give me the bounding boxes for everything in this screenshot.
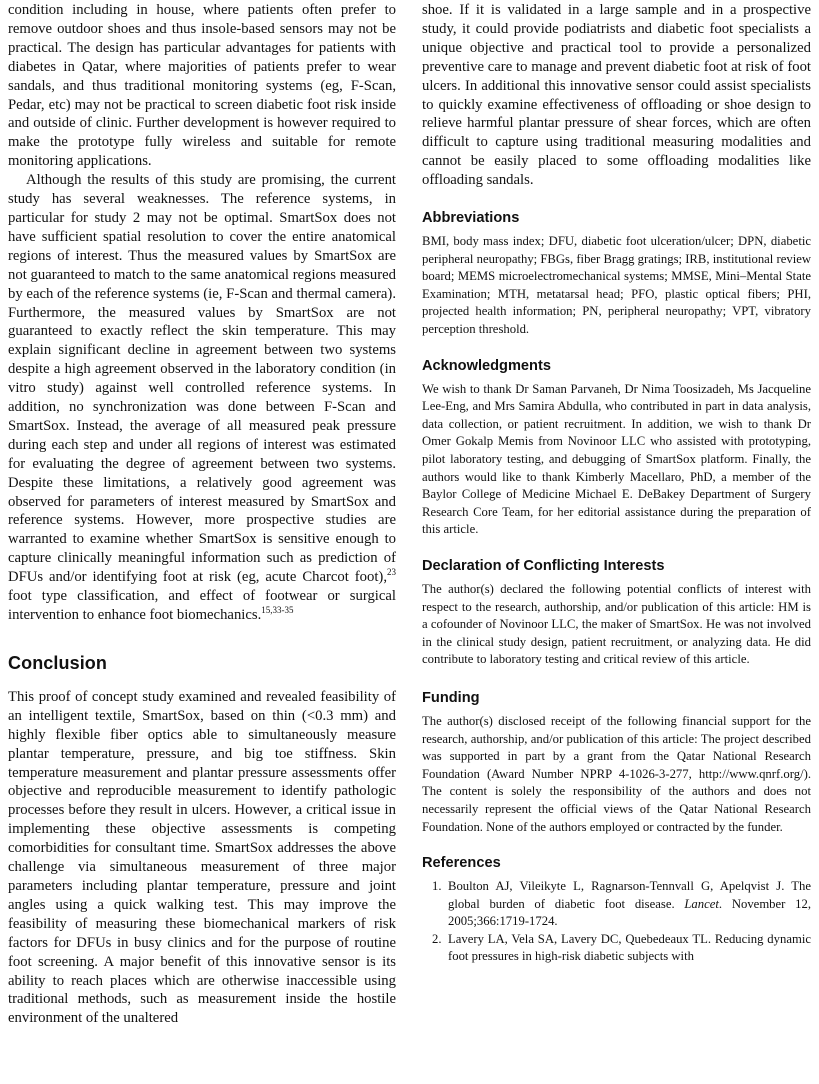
left-column — [8, 0, 396, 1028]
paragraph-continuation-right: shoe. If it is validated in a large sample and in a prospective study, it could provide podiatrists and diabetic foot specialists a unique objective and practical tool to provide a personalized preventive care to manage and prevent diabetic foot at risk of foot ulcers. In additional this innovative sensor could assist specialists to quickly examine effectiveness of offloading or shoe design to relieve harmful plantar pressure of shear forces, which are often difficult to capture using traditional measuring modalities and cannot be easily placed to some offloading modalities like offloading sandals. — [422, 2, 811, 189]
paragraph-limitations — [8, 171, 396, 625]
abbreviations-heading: Abbreviations — [422, 210, 520, 227]
limitations-text: Although the results of this study are promising, the current study has several weaknesses. The reference systems, in particular for study 2 may not be optimal. SmartSox does not have sufficient spatial resolution to cover the entire anatomical regions of interest. Thus the measured values by SmartSox are not guaranteed to match to the same anatomical regions measured by each of the reference systems (ie, F-Scan and thermal camera). Furthermore, the measured values by SmartSox are not guaranteed to exactly reflect the skin temperature. This may explain significant decline in agreement between two systems despite a high agreement observed in the laboratory condition (in vitro study) against well controlled reference systems. In addition, no synchronization was done between F-Scan and SmartSox. Instead, the average of all measured peak pressure during each step and under all regions of interest was estimated for evaluating the degree of agreement between two systems. Despite these limitations, a relatively good agreement was observed for parameters of interest measured by SmartSox and reference systems. However, more prospective studies are warranted to examine whether SmartSox is sensitive enough to capture clinically meaningful information such as prediction of DFUs and/or identifying foot at risk (eg, acute Charcot foot), — [8, 172, 396, 586]
reference-list — [422, 878, 811, 966]
acknowledgments-text: We wish to thank Dr Saman Parvaneh, Dr Nima Toosizadeh, Ms Jacqueline Lee-Eng, and Mrs Samira Abdulla, who contributed in part in data analysis, data collection, or patient recruitment. In addition, we wish to thank Dr Omer Gokalp Memis from Novinoor LLC who assisted with prototyping, pilot laboratory testing, and debugging of SmartSox platform. Finally, the authors would like to thank Kimberly Macellaro, PhD, a member of the Baylor College of Medicine Michael E. DeBakey Department of Surgery Research Core Team, for her editorial assistance during the preparation of this article. — [422, 381, 811, 537]
conflicts-heading: Declaration of Conflicting Interests — [422, 557, 665, 574]
reference-text: Boulton AJ, Vileikyte L, Ragnarson-Tennvall G, Apelqvist J. The global burden of diabetic foot disease. — [448, 879, 811, 911]
citation-sup: 23 — [387, 567, 396, 578]
acknowledgments-heading: Acknowledgments — [422, 357, 551, 374]
reference-number: 1. — [432, 879, 442, 894]
paragraph-continuation: condition including in house, where patients often prefer to remove outdoor shoes and thus insole-based sensors may not be practical. The design has particular advantages for patients with diabetes in Qatar, where majorities of patients prefer to wear sandals, and thus traditional monitoring systems (eg, F-Scan, Pedar, etc) may not be practical to screen diabetic foot risk inside and outside of clinic. Further development is however required to make the prototype fully wireless and suitable for remote monitoring applications. — [8, 2, 396, 170]
reference-text-tail: . November 12, 2005;366:1719-1724. — [448, 896, 811, 929]
references-heading: References — [422, 855, 501, 872]
conflicts-text: The author(s) declared the following potential conflicts of interest with respect to the research, authorship, and/or publication of this article: HM is a cofounder of Novinoor LLC, the maker of SmartSox. He was not involved in the clinical study design, patient recruitment, or analyzing data. He did contribute to laboratory testing and critical review of this article. — [422, 581, 811, 667]
right-column — [422, 0, 811, 966]
funding-text: The author(s) disclosed receipt of the following financial support for the research, authorship, and/or publication of this article: The project described was supported in part by a grant from the Qatar National Research Foundation (Award Number NPRP 4-1026-3-277, http://www.qnrf.org/). The content is solely the responsibility of the authors and does not necessarily represent the official views of the Qatar National Research Foundation. None of the authors employed or contracted by the funder. — [422, 713, 811, 834]
reference-item — [422, 878, 811, 931]
reference-text: Lavery LA, Vela SA, Lavery DC, Quebedeaux TL. Reducing dynamic foot pressures in high-risk diabetic subjects with — [448, 931, 811, 964]
funding-heading: Funding — [422, 689, 480, 706]
citation-sup: 15,33-35 — [261, 605, 294, 615]
conclusion-heading: Conclusion — [8, 652, 107, 673]
conclusion-paragraph: This proof of concept study examined and revealed feasibility of an intelligent textile, SmartSox, based on thin (<0.3 mm) and highly flexible fiber optics able to simultaneously measure plantar temperature, pressure, and big toe stiffness. Skin temperature measurement and plantar pressure assessments offer objective and reproducible measurement to identify pathologic processes before they result in ulcers. However, a critical issue in implementing these objective assessments is competing comorbidities for consultant time. SmartSox addresses the above challenge via simultaneous measurement of three major parameters including plantar temperature, pressure and joint angles using a quick walking test. This may improve the feasibility of measuring these biomechanical markers of risk factors for DFUs in busy clinics and for the purpose of routine foot screening. A major benefit of this innovative sensor is its ability to reach places which are otherwise inaccessible using traditional methods, such as measurement inside the hostile environment of the unaltered — [8, 688, 396, 1027]
reference-item — [422, 931, 811, 966]
reference-number: 2. — [432, 931, 442, 946]
reference-journal: Lancet — [684, 896, 719, 911]
abbreviations-text: BMI, body mass index; DFU, diabetic foot ulceration/ulcer; DPN, diabetic peripheral neuropathy; FBGs, fiber Bragg gratings; IRB, institutional review board; MEMS microelectromechanical systems; MMSE, Mini–Mental State Examination; MTH, metatarsal head; PFO, plastic optical fibers; PHI, projected health information; PN, peripheral neuropathy; VPT, vibratory perception threshold. — [422, 234, 812, 337]
limitations-tail: foot type classification, and effect of footwear or surgical intervention to enhance foot biomechanics. — [8, 588, 396, 623]
